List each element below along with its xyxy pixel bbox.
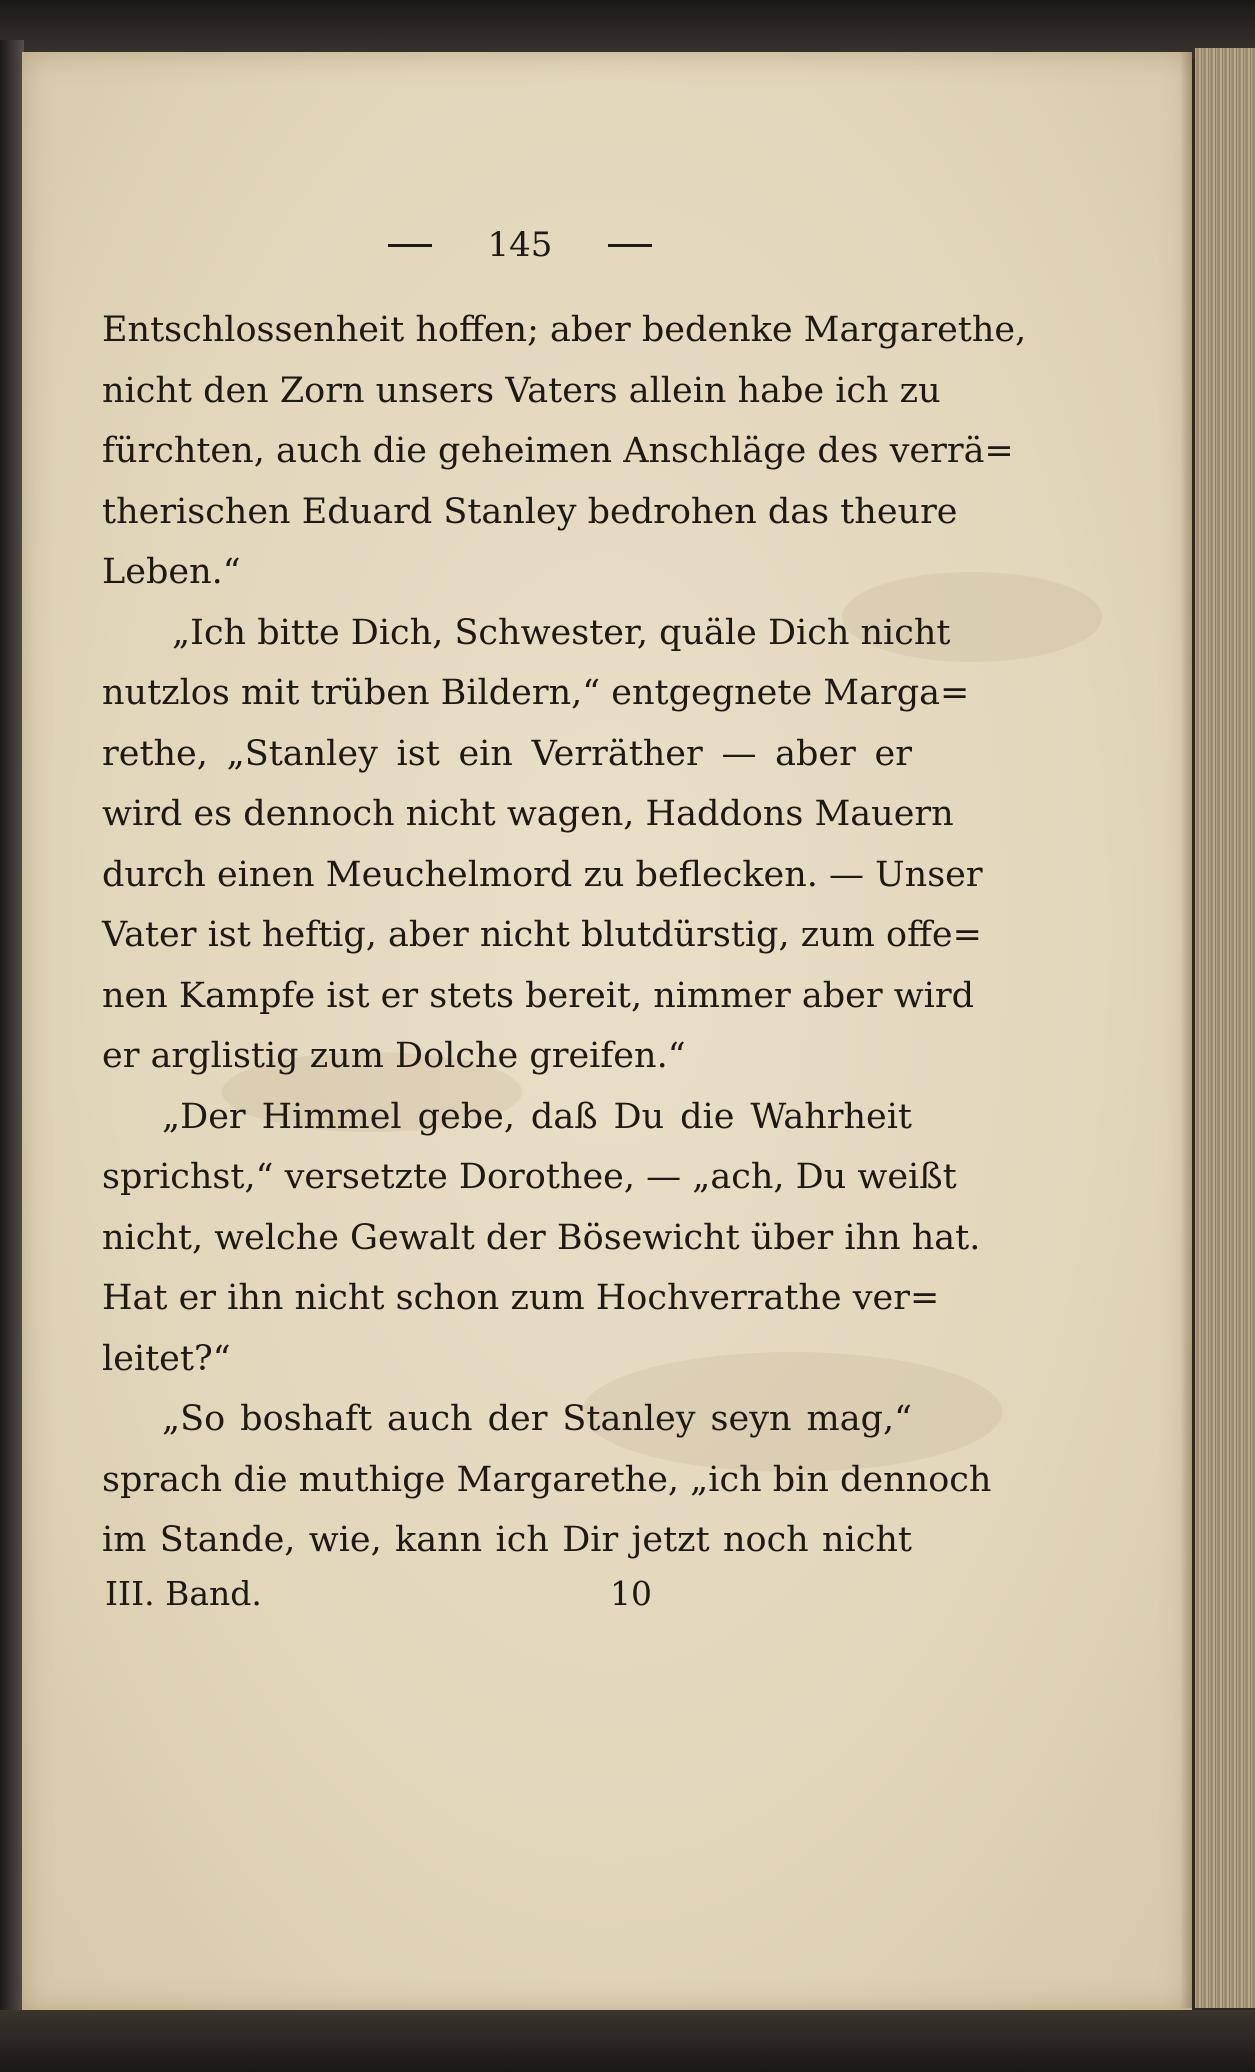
text-line: im Stande, wie, kann ich Dir jetzt noch nicht — [102, 1520, 912, 1560]
text-line: fürchten, auch die geheimen Anschläge des verrä= — [102, 431, 1014, 471]
paragraph — [102, 603, 983, 1087]
left-scan-edge — [0, 40, 24, 2030]
signature-mark: III. Band. — [105, 1574, 262, 1613]
sheet-number: 10 — [610, 1574, 652, 1613]
paragraph — [102, 1389, 992, 1571]
text-line: nen Kampfe ist er stets bereit, nimmer aber wird — [102, 975, 975, 1016]
text-line: Hat er ihn nicht schon zum Hochverrathe ver= — [102, 1278, 940, 1318]
page-stack-edge — [1195, 48, 1255, 2008]
header-dash-left — [388, 244, 432, 247]
text-line: Entschlossenheit hoffen; aber bedenke Margarethe, — [102, 310, 1027, 350]
text-line: nicht, welche Gewalt der Bösewicht über ihn hat. — [102, 1217, 981, 1258]
text-line: „Ich bitte Dich, Schwester, quäle Dich nicht — [172, 612, 951, 653]
text-line: leitet?“ — [102, 1338, 231, 1379]
page-number: 145 — [487, 225, 553, 265]
text-line: nicht den Zorn unsers Vaters allein habe ich zu — [102, 370, 941, 411]
text-line: nutzlos mit trüben Bildern,“ entgegnete Marga= — [102, 673, 970, 713]
text-line: wird es dennoch nicht wagen, Haddons Mauern — [102, 794, 954, 834]
paragraph — [102, 1087, 981, 1390]
page-footer — [105, 1574, 665, 1624]
text-line: Vater ist heftig, aber nicht blutdürstig, zum offe= — [102, 915, 982, 955]
paragraph — [102, 300, 1027, 603]
page-header — [350, 220, 690, 270]
text-line: sprach die muthige Margarethe, „ich bin dennoch — [102, 1459, 992, 1500]
text-line: Leben.“ — [102, 552, 241, 592]
text-line: „Der Himmel gebe, daß Du die Wahrheit — [162, 1096, 912, 1137]
text-line: rethe, „Stanley ist ein Verräther — aber er — [102, 733, 912, 774]
text-line: sprichst,“ versetzte Dorothee, — „ach, Du weißt — [102, 1157, 957, 1197]
text-line: therischen Eduard Stanley bedrohen das theure — [102, 491, 958, 532]
top-scan-edge — [0, 0, 1255, 58]
body-text — [102, 300, 1027, 1571]
text-line: er arglistig zum Dolche greifen.“ — [102, 1036, 686, 1076]
text-line: durch einen Meuchelmord zu beflecken. — Unser — [102, 854, 983, 895]
bottom-scan-edge — [0, 2010, 1255, 2072]
text-line: „So boshaft auch der Stanley seyn mag,“ — [162, 1399, 912, 1439]
header-dash-right — [608, 244, 652, 247]
